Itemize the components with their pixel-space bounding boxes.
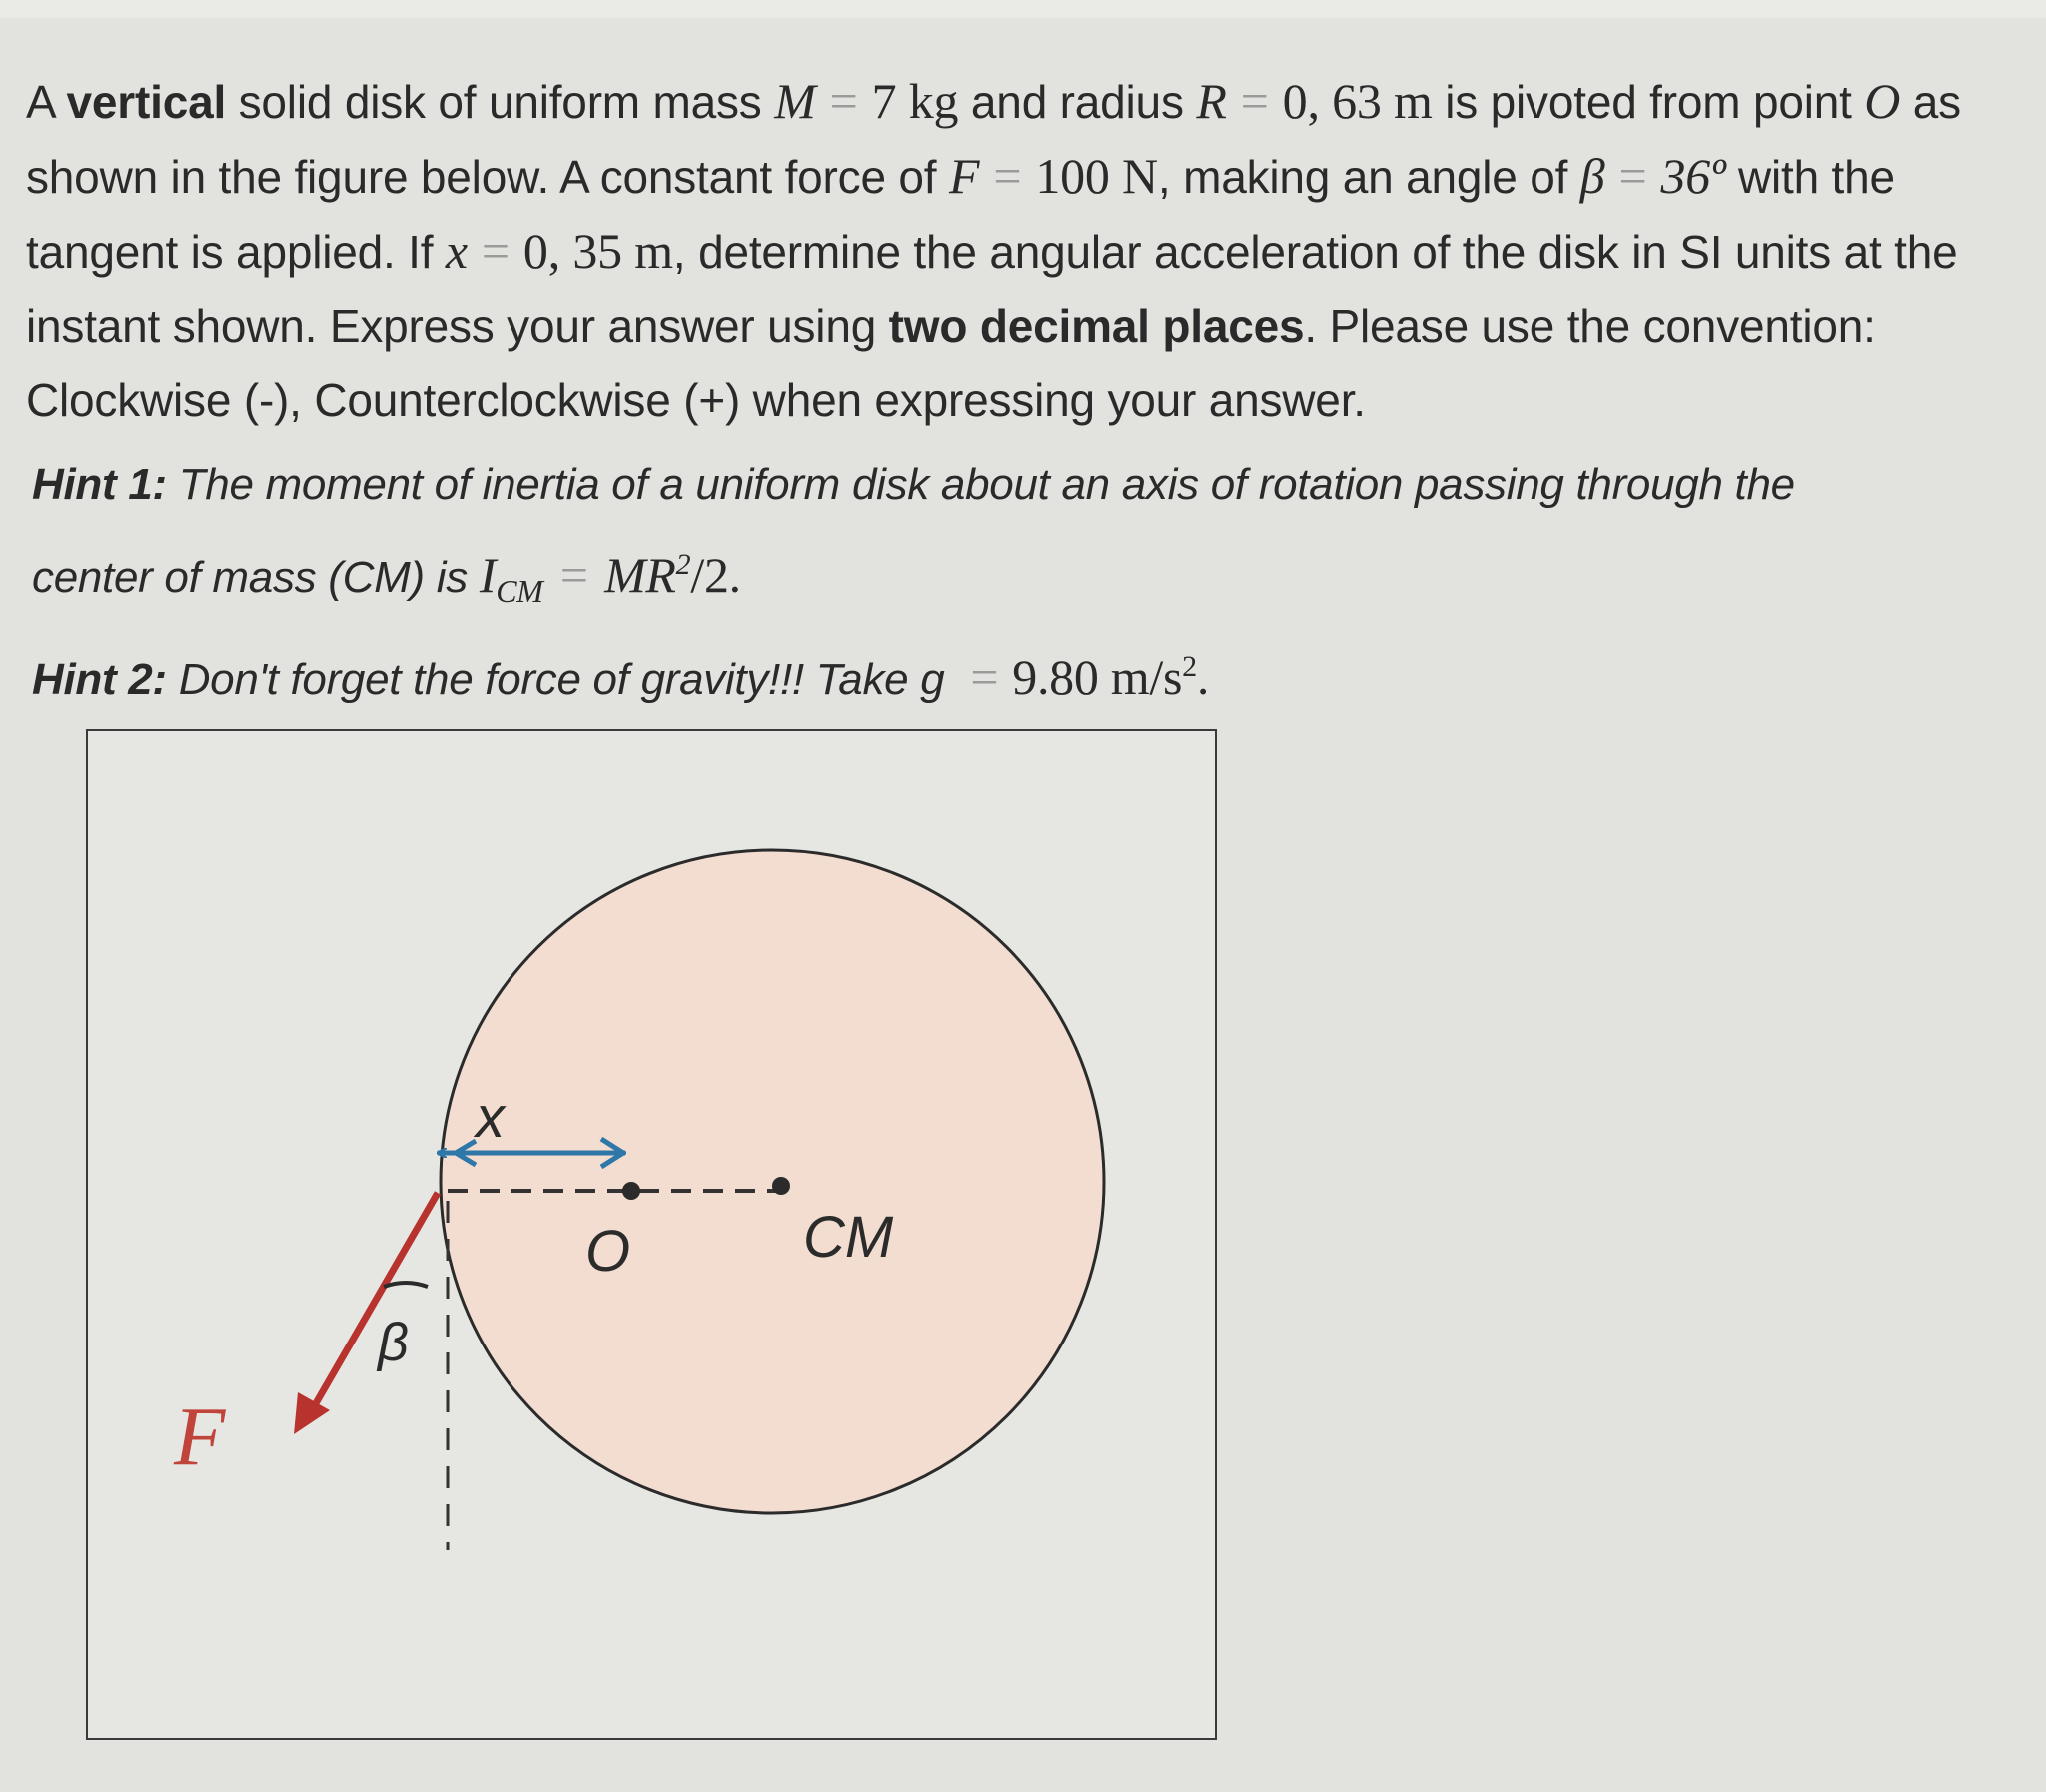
equals-sign: = xyxy=(993,148,1022,204)
hint-2-text: Don't forget the force of gravity!!! Take g xyxy=(166,655,957,704)
label-o: O xyxy=(585,1219,631,1284)
formula-denominator: /2. xyxy=(690,547,741,603)
solid-disk xyxy=(441,850,1104,1513)
hint-1-label: Hint 1: xyxy=(32,460,167,509)
gravity-value: 9.80 m/s xyxy=(1012,649,1183,705)
force-arrow-shaft xyxy=(312,1193,438,1410)
problem-text: as shown in the figure below. A constant force of xyxy=(26,76,1961,203)
mass-variable: M xyxy=(774,73,816,129)
hint-2-label: Hint 2: xyxy=(32,655,167,704)
hint-2 xyxy=(32,637,2010,710)
hint-1-text: The moment of inertia of a uniform disk about an axis of rotation passing through the xyxy=(166,460,1795,509)
hint-1 xyxy=(32,455,2010,621)
mass-value: 7 kg xyxy=(871,73,959,129)
hint-1-line-2 xyxy=(32,535,2010,621)
figure-diagram xyxy=(86,729,1217,1740)
top-strip xyxy=(0,0,2046,18)
angle-value: 36º xyxy=(1660,148,1726,204)
equals-sign: = xyxy=(1240,73,1269,129)
equals-sign: = xyxy=(556,547,591,603)
point-variable: O xyxy=(1864,73,1901,129)
problem-text: . Please use the convention: Clockwise (-), Counterclockwise (+) when expressing your answer. xyxy=(26,300,1876,426)
problem-text: and radius xyxy=(958,76,1197,128)
force-arrow-head xyxy=(294,1392,330,1434)
inertia-variable: I xyxy=(479,547,497,603)
gravity-period: . xyxy=(1196,649,1210,705)
x-variable: x xyxy=(445,223,468,279)
radius-value: 0, 63 m xyxy=(1282,73,1433,129)
center-of-mass-point xyxy=(772,1177,790,1195)
equals-sign: = xyxy=(970,649,999,705)
pivot-point-o xyxy=(622,1182,640,1200)
hint-1-text-2: center of mass (CM) is xyxy=(32,553,480,602)
disk-diagram-svg xyxy=(88,731,1215,1738)
label-x: x xyxy=(476,1085,505,1150)
problem-text: with the tangent is applied. If xyxy=(26,151,1895,278)
emphasis-vertical: vertical xyxy=(66,76,227,128)
emphasis-decimal-places: two decimal places xyxy=(888,300,1305,352)
force-value: 100 N xyxy=(1035,148,1158,204)
problem-text: A xyxy=(26,76,67,128)
equals-sign: = xyxy=(1618,148,1647,204)
problem-text: solid disk of uniform mass xyxy=(226,76,775,128)
label-beta: β xyxy=(378,1313,409,1372)
problem-text: , determine the angular acceleration of the disk in SI units at the instant shown. Express your answer using xyxy=(26,226,1958,352)
gravity-exponent: 2 xyxy=(1182,650,1197,683)
radius-variable: R xyxy=(1196,73,1227,129)
equals-sign: = xyxy=(481,223,510,279)
label-f: F xyxy=(174,1390,226,1483)
inertia-formula: MR xyxy=(604,547,676,603)
equals-sign: = xyxy=(829,73,858,129)
force-variable: F xyxy=(948,148,980,204)
problem-text: , making an angle of xyxy=(1157,151,1580,203)
x-value: 0, 35 m xyxy=(522,223,673,279)
inertia-subscript: CM xyxy=(496,573,543,609)
formula-exponent: 2 xyxy=(675,548,691,581)
problem-statement xyxy=(26,64,2014,437)
label-cm: CM xyxy=(803,1205,894,1270)
problem-text: is pivoted from point xyxy=(1432,76,1865,128)
angle-variable: β xyxy=(1579,148,1605,204)
beta-angle-arc xyxy=(384,1283,428,1287)
